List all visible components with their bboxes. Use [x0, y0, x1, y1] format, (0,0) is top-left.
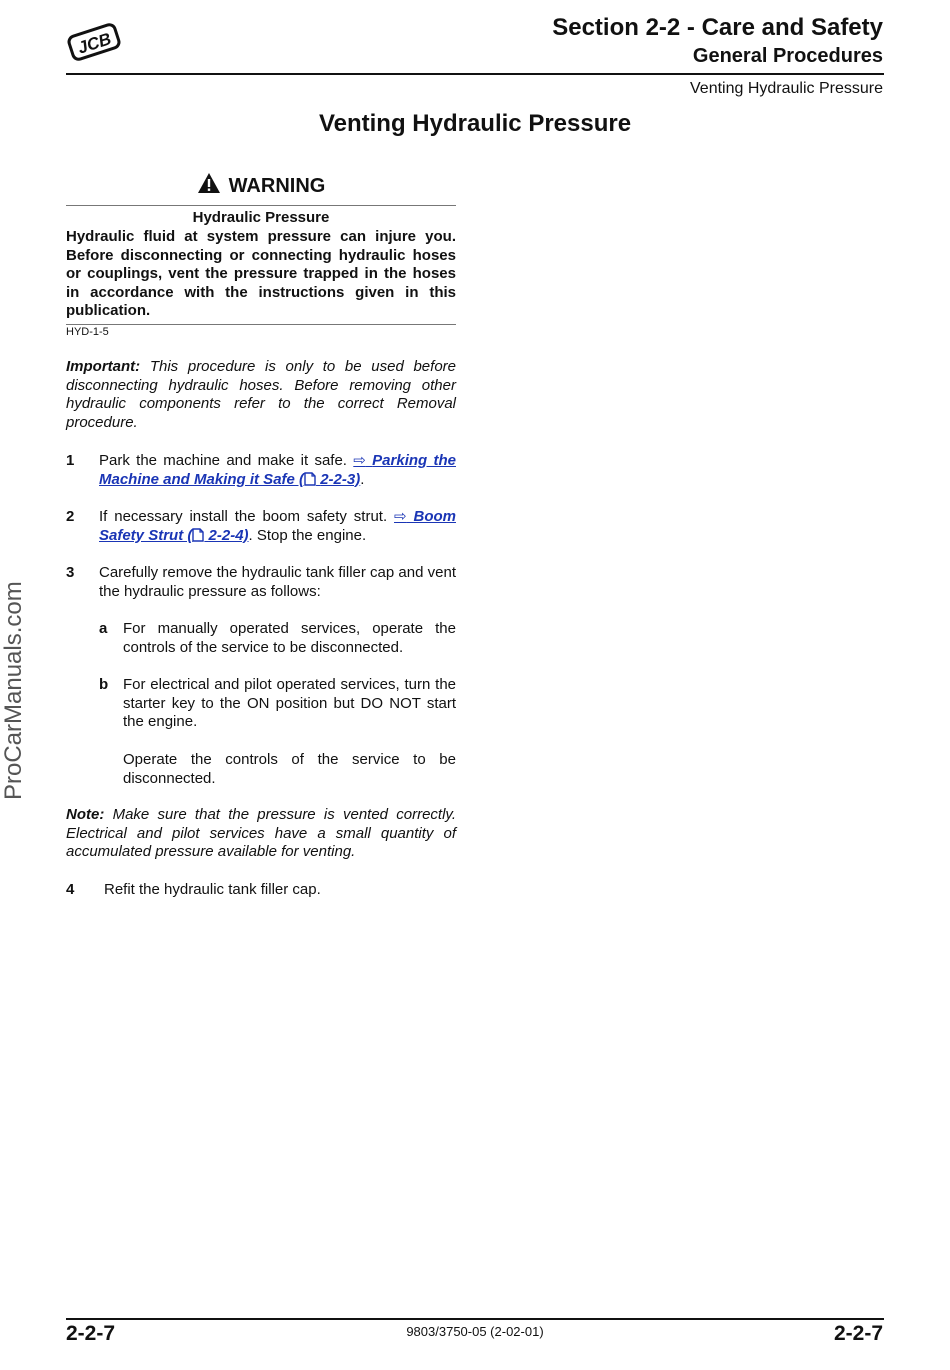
- step-text: Carefully remove the hydraulic tank filler cap and vent the hydraulic pressure as follows:: [99, 564, 456, 600]
- warning-heading: [66, 172, 456, 200]
- important-text: This procedure is only to be used before disconnecting hydraulic hoses. Before removing other hydraulic components refer to the correct Removal procedure.: [66, 358, 456, 431]
- step-after: . Stop the engine.: [248, 526, 367, 544]
- page-number-right: 2-2-7: [833, 1322, 883, 1345]
- substep-text: For electrical and pilot operated services, turn the starter key to the ON position but DO NOT start the engine.: [123, 676, 456, 731]
- note: [66, 806, 456, 862]
- step-number: 2: [66, 508, 75, 525]
- watermark: ProCarManuals.com: [0, 581, 27, 800]
- section-title: Section 2-2 - Care and Safety: [552, 14, 883, 41]
- link-ref: 2-2-3): [320, 470, 361, 488]
- note-text: Make sure that the pressure is vented correctly. Electrical and pilot services have a small quantity of accumulated pressure available for venting.: [66, 806, 456, 861]
- subsection-title: General Procedures: [692, 45, 883, 67]
- footer-divider: [66, 1318, 884, 1320]
- note-label: Note:: [66, 806, 105, 823]
- substep-text-continued: Operate the controls of the service to be disconnected.: [123, 751, 456, 787]
- warning-top-rule: [66, 205, 456, 206]
- step-text: Refit the hydraulic tank filler cap.: [104, 881, 321, 898]
- important-note: [66, 358, 456, 432]
- document-reference: 9803/3750-05 (2-02-01): [406, 1324, 544, 1339]
- jcb-logo: [66, 20, 122, 64]
- substep-letter: a: [99, 620, 108, 637]
- svg-text:JCB: JCB: [75, 29, 114, 58]
- page-icon: [192, 528, 204, 548]
- warning-body: Hydraulic fluid at system pressure can injure you. Before disconnecting or connecting hydraulic hoses or couplings, vent the pressure trapped in the hoses in accordance with the instructions given in this publication.: [66, 228, 456, 320]
- step-body: If necessary install the boom safety strut.: [99, 508, 388, 525]
- warning-label: WARNING: [228, 174, 326, 197]
- link-ref: 2-2-4): [208, 526, 249, 544]
- page-icon: [304, 472, 316, 492]
- step-number: 4: [66, 881, 75, 898]
- step-number: 1: [66, 452, 75, 469]
- link-label: Boom Safety Strut (: [99, 508, 456, 544]
- warning-code: HYD-1-5: [66, 326, 109, 338]
- important-label: Important:: [66, 358, 141, 375]
- step-body: Park the machine and make it safe.: [99, 452, 347, 469]
- step-number: 3: [66, 564, 75, 581]
- step-text: [99, 452, 456, 491]
- warning-bottom-rule: [66, 324, 456, 325]
- step-after: .: [360, 470, 365, 488]
- topic-label: Venting Hydraulic Pressure: [690, 80, 883, 97]
- arrow-right-icon: ⇨: [353, 452, 366, 469]
- step-text: [99, 508, 456, 547]
- substep-text: For manually operated services, operate the controls of the service to be disconnected.: [123, 620, 456, 656]
- header-divider: [66, 73, 884, 75]
- page-number-left: 2-2-7: [66, 1322, 116, 1345]
- page-title: Venting Hydraulic Pressure: [318, 110, 632, 137]
- warning-subtitle: Hydraulic Pressure: [192, 209, 330, 226]
- arrow-right-icon: ⇨: [394, 508, 407, 525]
- warning-triangle-icon: [197, 172, 221, 200]
- link-label: Parking the Machine and Making it Safe (: [99, 452, 456, 488]
- substep-letter: b: [99, 676, 109, 693]
